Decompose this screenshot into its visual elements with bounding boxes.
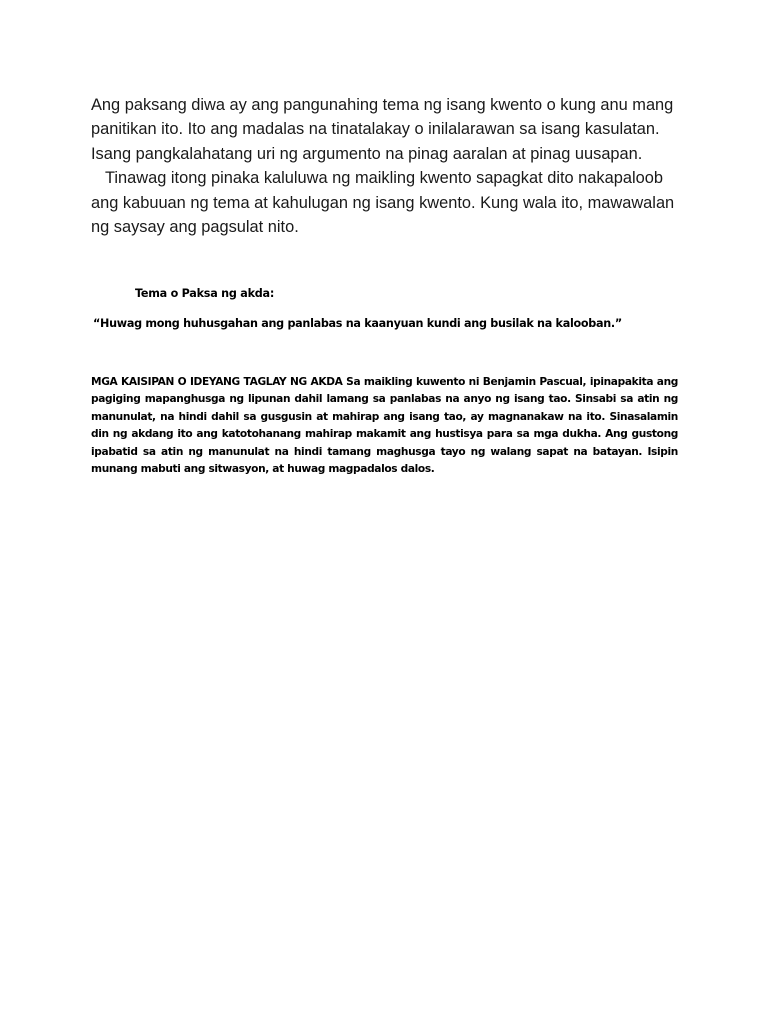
theme-quote: “Huwag mong huhusgahan ang panlabas na kaanyuan kundi ang busilak na kalooban.” xyxy=(93,317,622,330)
intro-paragraph-2: Tinawag itong pinaka kaluluwa ng maikling kwento sapagkat dito nakapaloob ang kabuuan ng tema at kahulugan ng isang kwento. Kung wala ito, mawawalan ng saysay ang pagsulat nito. xyxy=(91,169,675,237)
intro-paragraph-1: Ang paksang diwa ay ang pangunahing tema ng isang kwento o kung anu mang panitikan ito. Ito ang madalas na tinatalakay o inilalarawan sa isang kasulatan. Isang pangkalahatang uri ng argumento na pinag aaralan at pinag uusapan. xyxy=(91,96,674,163)
ideas-paragraph: MGA KAISIPAN O IDEYANG TAGLAY NG AKDA Sa maikling kuwento ni Benjamin Pascual, ipinapakita ang pagiging mapanghusga ng lipunan dahil lamang sa panlabas na anyo ng isang tao. Sinsabi sa atin ng manunulat, na hindi dahil sa gusgusin at mahirap ang isang tao, ay magnanakaw na ito. Sinasalamin din ng akdang ito ang katotohanang mahirap makamit ang hustisya para sa mga dukha. Ang gustong ipabatid sa atin ng manunulat na hindi tamang maghusga tayo ng walang sapat na batayan. Isipin munang mabuti ang sitwasyon, at huwag magpadalos dalos. xyxy=(91,376,678,476)
intro-section xyxy=(91,93,681,239)
theme-label: Tema o Paksa ng akda: xyxy=(135,287,275,300)
